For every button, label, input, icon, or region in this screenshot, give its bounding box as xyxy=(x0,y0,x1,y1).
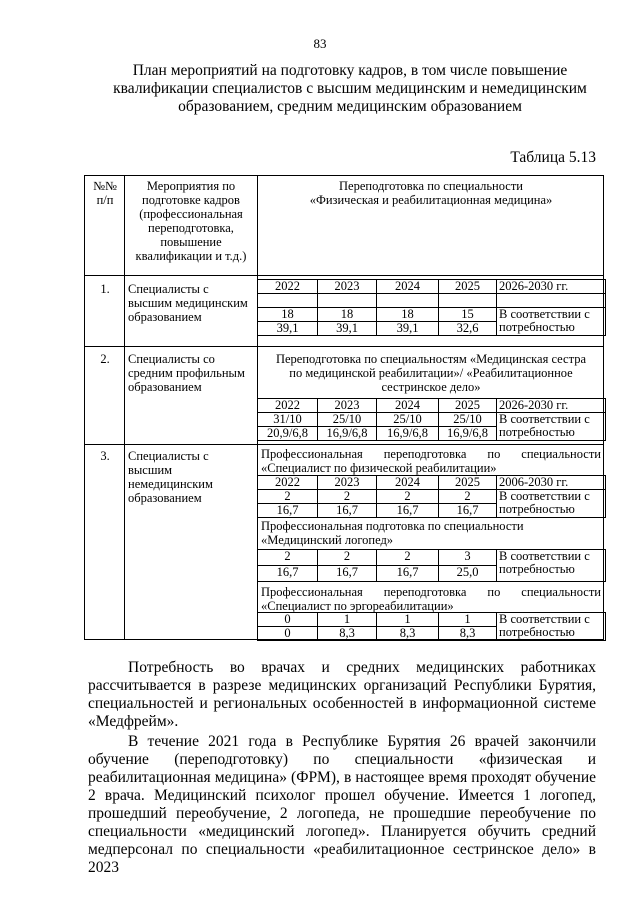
percent-cell: 16,9/6,8 xyxy=(439,427,497,441)
row-3-name: Специалисты с высшим немедицинским образованием xyxy=(128,449,213,505)
count-cell: 1 xyxy=(318,613,377,627)
row-divider xyxy=(85,346,603,347)
percent-cell: 0 xyxy=(258,627,318,641)
paragraph-2: В течение 2021 года в Республике Бурятия 26 врачей закончили обучение (переподготовку) по специальности «физическая и реабилитационная медицина» (ФРМ), в настоящее время проходят обучение 2 врача. Медицинский психолог прошел обучение. Имеется 1 логопед, прошедший переобучение, 2 логопеда, не прошедшие переобучение по специальности «медицинский логопед». Планируется обучить средний медперсонал по специальности «реабилитационное сестринское дело» в 2023 xyxy=(88,733,596,876)
count-cell: 31/10 xyxy=(258,413,318,427)
count-cell: 15 xyxy=(439,308,497,322)
row-2-specialty-line-3: сестринское дело» xyxy=(381,380,481,394)
row-3-sub-1-counts xyxy=(258,490,606,504)
count-cell: 2 xyxy=(318,550,377,566)
count-cell: 18 xyxy=(318,308,377,322)
count-cell: 2 xyxy=(258,550,318,566)
need-cell: В соответствии с потребностью xyxy=(497,413,606,441)
row-1-counts xyxy=(258,308,606,322)
percent-cell: 16,7 xyxy=(377,566,439,582)
percent-cell: 20,9/6,8 xyxy=(258,427,318,441)
row-2-specialty-line-1: Переподготовка по специальностям «Медицинская сестра xyxy=(275,352,586,366)
header-retraining-line-2: «Физическая и реабилитационная медицина» xyxy=(309,193,553,207)
count-cell: 1 xyxy=(439,613,497,627)
header-retraining xyxy=(261,179,601,207)
need-cell: В соответствии с потребностью xyxy=(497,550,606,582)
row-2-number: 2. xyxy=(100,352,110,366)
count-cell: 18 xyxy=(377,308,439,322)
row-3-sub-1-years xyxy=(258,476,606,490)
percent-cell: 16,7 xyxy=(318,504,377,518)
row-3-sub-2-title xyxy=(261,519,601,547)
year-cell: 2025 xyxy=(439,280,497,294)
percent-cell: 32,6 xyxy=(439,322,497,336)
percent-cell: 39,1 xyxy=(318,322,377,336)
row-3-sub-3-grid xyxy=(257,612,606,641)
training-plan-table xyxy=(84,175,604,640)
percent-cell: 8,3 xyxy=(377,627,439,641)
header-number: №№ п/п xyxy=(93,179,117,207)
year-cell: 2025 xyxy=(439,476,497,490)
percent-cell: 16,9/6,8 xyxy=(318,427,377,441)
row-divider xyxy=(85,444,603,445)
year-cell: 2023 xyxy=(318,476,377,490)
percent-cell: 16,9/6,8 xyxy=(377,427,439,441)
row-2-grid xyxy=(257,398,606,441)
year-cell: 2024 xyxy=(377,399,439,413)
title-line-3: образованием, средним медицинским образованием xyxy=(178,98,522,115)
row-3-sub-2-title-line-1: Профессиональная подготовка по специальности xyxy=(261,519,524,533)
count-cell: 25/10 xyxy=(439,413,497,427)
year-cell: 2022 xyxy=(258,280,318,294)
row-3-sub-1-title-line-1: Профессиональная переподготовка по специальности xyxy=(261,447,601,461)
table-label: Таблица 5.13 xyxy=(510,149,596,166)
row-divider xyxy=(85,275,603,276)
need-cell: В соответствии с потребностью xyxy=(497,613,606,641)
row-3-sub-3-title-line-1: Профессиональная переподготовка по специальности xyxy=(261,585,601,599)
count-cell: 3 xyxy=(439,550,497,566)
percent-cell: 39,1 xyxy=(258,322,318,336)
column-divider xyxy=(124,176,125,639)
row-2-specialty-line-2: по медицинской реабилитации»/ «Реабилитационное xyxy=(289,366,573,380)
percent-cell: 16,7 xyxy=(377,504,439,518)
count-cell: 0 xyxy=(258,613,318,627)
need-cell: В соответствии с потребностью xyxy=(497,490,606,518)
page-number: 83 xyxy=(313,36,327,51)
percent-cell: 16,7 xyxy=(258,504,318,518)
count-cell: 25/10 xyxy=(377,413,439,427)
row-3-sub-1-grid xyxy=(257,475,606,518)
row-1-number: 1. xyxy=(100,282,110,296)
percent-cell: 16,7 xyxy=(439,504,497,518)
row-3-sub-1-title-line-2: «Специалист по физической реабилитации» xyxy=(261,461,497,475)
row-3-sub-2-grid xyxy=(257,549,606,582)
paragraph-1: Потребность во врачах и средних медицинских работниках рассчитывается в разрезе медицинских организаций Республики Бурятия, специальностей и региональных особенностей в информационной системе «Медфрейм». xyxy=(88,659,596,730)
percent-cell: 8,3 xyxy=(439,627,497,641)
row-1-name: Специалисты с высшим медицинским образованием xyxy=(128,282,248,324)
row-2-years xyxy=(258,399,606,413)
row-1-grid xyxy=(257,279,606,336)
percent-cell: 8,3 xyxy=(318,627,377,641)
title-line-2: квалификации специалистов с высшим медицинским и немедицинским xyxy=(113,80,587,97)
count-cell: 2 xyxy=(377,490,439,504)
row-3-sub-1-title xyxy=(261,447,601,475)
header-events: Мероприятия по подготовке кадров (профессиональная переподготовка, повышение квалификации и т.д.) xyxy=(135,179,247,263)
row-3-number: 3. xyxy=(100,449,110,463)
year-cell: 2025 xyxy=(439,399,497,413)
period-cell: 2026-2030 гг. xyxy=(497,280,606,294)
row-2-name: Специалисты со средним профильным образованием xyxy=(128,352,245,394)
year-cell: 2023 xyxy=(318,280,377,294)
percent-cell: 25,0 xyxy=(439,566,497,582)
count-cell: 2 xyxy=(377,550,439,566)
header-retraining-line-1: Переподготовка по специальности xyxy=(339,179,523,193)
row-3-sub-3-title-line-2: «Специалист по эргореабилитации» xyxy=(261,599,454,613)
count-cell: 2 xyxy=(439,490,497,504)
period-cell: 2006-2030 гг. xyxy=(497,476,606,490)
count-cell: 2 xyxy=(318,490,377,504)
count-cell: 2 xyxy=(258,490,318,504)
year-cell: 2022 xyxy=(258,399,318,413)
percent-cell: 16,7 xyxy=(318,566,377,582)
row-3-sub-2-title-line-2: «Медицинский логопед» xyxy=(261,533,394,547)
percent-cell: 39,1 xyxy=(377,322,439,336)
year-cell: 2022 xyxy=(258,476,318,490)
row-3-sub-3-title xyxy=(261,585,601,613)
year-cell: 2024 xyxy=(377,280,439,294)
row-2-specialty xyxy=(261,352,601,394)
count-cell: 25/10 xyxy=(318,413,377,427)
year-cell: 2024 xyxy=(377,476,439,490)
title-line-1: План мероприятий на подготовку кадров, в том числе повышение xyxy=(132,62,568,79)
count-cell: 18 xyxy=(258,308,318,322)
row-2-counts xyxy=(258,413,606,427)
row-3-sub-2-counts xyxy=(258,550,606,566)
period-cell: 2026-2030 гг. xyxy=(497,399,606,413)
row-3-sub-3-counts xyxy=(258,613,606,627)
year-cell: 2023 xyxy=(318,399,377,413)
need-cell: В соответствии с потребностью xyxy=(497,308,606,336)
percent-cell: 16,7 xyxy=(258,566,318,582)
row-1-years xyxy=(258,280,606,294)
count-cell: 1 xyxy=(377,613,439,627)
document-title xyxy=(90,62,610,116)
row-1-spacer xyxy=(258,294,606,308)
